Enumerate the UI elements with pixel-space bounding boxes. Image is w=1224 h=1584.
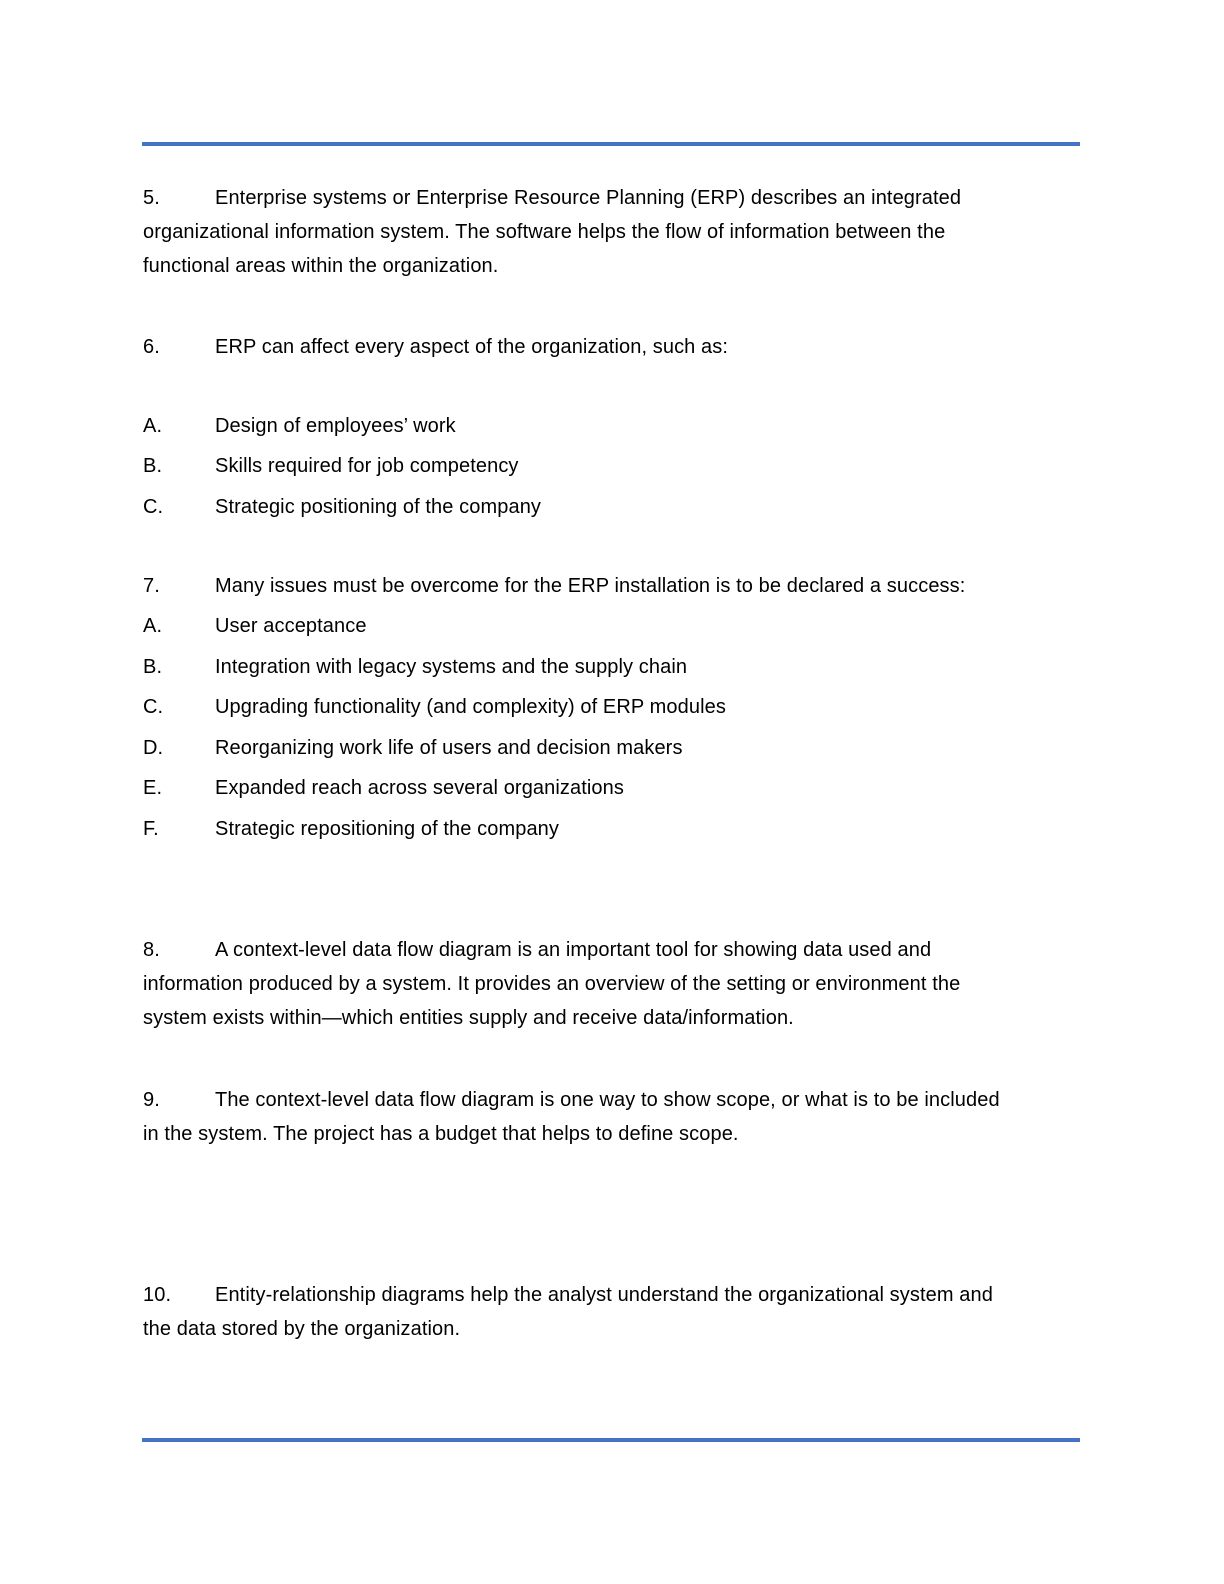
item-marker: F. xyxy=(143,818,159,840)
item-7-option-c xyxy=(143,690,1103,724)
paragraph-text: The context-level data flow diagram is one way to show scope, or what is to be included xyxy=(215,1089,1000,1111)
paragraph-line: information produced by a system. It provides an overview of the setting or environment the xyxy=(143,973,961,995)
item-6-option-a xyxy=(143,409,1103,443)
paragraph-text: Strategic positioning of the company xyxy=(215,496,542,518)
item-marker: 5. xyxy=(143,187,160,209)
paragraph-text: Strategic repositioning of the company xyxy=(215,818,559,840)
paragraph-line: the data stored by the organization. xyxy=(143,1318,461,1340)
paragraph-line xyxy=(143,490,1103,524)
item-10 xyxy=(143,1278,1103,1346)
paragraph-line xyxy=(143,650,1103,684)
item-marker: A. xyxy=(143,615,163,637)
paragraph-text: Upgrading functionality (and complexity) of ERP modules xyxy=(215,696,726,718)
item-marker: D. xyxy=(143,737,164,759)
horizontal-rule-bottom xyxy=(142,1438,1080,1442)
item-8 xyxy=(143,933,1103,1035)
item-6 xyxy=(143,330,1103,364)
paragraph-line xyxy=(143,731,1103,765)
item-7-option-a xyxy=(143,609,1103,643)
item-7 xyxy=(143,569,1103,603)
paragraph-text: A context-level data flow diagram is an important tool for showing data used and xyxy=(215,939,932,961)
item-marker: 6. xyxy=(143,336,160,358)
paragraph-text: Entity-relationship diagrams help the analyst understand the organizational system and xyxy=(215,1284,993,1306)
paragraph-line: in the system. The project has a budget that helps to define scope. xyxy=(143,1123,739,1145)
paragraph-text: Enterprise systems or Enterprise Resource Planning (ERP) describes an integrated xyxy=(215,187,962,209)
item-marker: 7. xyxy=(143,575,160,597)
paragraph-line xyxy=(143,409,1103,443)
paragraph-text: Design of employees’ work xyxy=(215,415,456,437)
item-marker: C. xyxy=(143,496,164,518)
paragraph-line xyxy=(143,1083,1103,1117)
paragraph-line: functional areas within the organization. xyxy=(143,255,499,277)
item-marker: 10. xyxy=(143,1284,172,1306)
item-7-option-b xyxy=(143,650,1103,684)
paragraph-line: system exists within—which entities supply and receive data/information. xyxy=(143,1007,794,1029)
item-marker: C. xyxy=(143,696,164,718)
item-7-option-d xyxy=(143,731,1103,765)
paragraph-line xyxy=(143,330,1103,364)
item-marker: B. xyxy=(143,656,163,678)
paragraph-line xyxy=(143,812,1103,846)
item-marker: 9. xyxy=(143,1089,160,1111)
item-6-option-b xyxy=(143,449,1103,483)
paragraph-text: Expanded reach across several organizations xyxy=(215,777,624,799)
paragraph-line xyxy=(143,449,1103,483)
paragraph-line xyxy=(143,690,1103,724)
item-marker: A. xyxy=(143,415,163,437)
paragraph-line xyxy=(143,609,1103,643)
paragraph-text: Reorganizing work life of users and decision makers xyxy=(215,737,683,759)
item-marker: 8. xyxy=(143,939,160,961)
paragraph-text: ERP can affect every aspect of the organization, such as: xyxy=(215,336,729,358)
paragraph-text: Many issues must be overcome for the ERP installation is to be declared a success: xyxy=(215,575,966,597)
item-5 xyxy=(143,181,1103,283)
item-marker: E. xyxy=(143,777,163,799)
paragraph-text: User acceptance xyxy=(215,615,367,637)
item-9 xyxy=(143,1083,1103,1151)
paragraph-line xyxy=(143,933,1103,967)
document-text-column xyxy=(143,0,1103,1346)
paragraph-line: organizational information system. The software helps the flow of information between the xyxy=(143,221,946,243)
paragraph-line xyxy=(143,771,1103,805)
item-marker: B. xyxy=(143,455,163,477)
item-7-option-e xyxy=(143,771,1103,805)
paragraph-line xyxy=(143,1278,1103,1312)
item-7-option-f xyxy=(143,812,1103,846)
item-6-option-c xyxy=(143,490,1103,524)
paragraph-line xyxy=(143,181,1103,215)
paragraph-line xyxy=(143,569,1103,603)
paragraph-text: Skills required for job competency xyxy=(215,455,519,477)
paragraph-text: Integration with legacy systems and the supply chain xyxy=(215,656,688,678)
